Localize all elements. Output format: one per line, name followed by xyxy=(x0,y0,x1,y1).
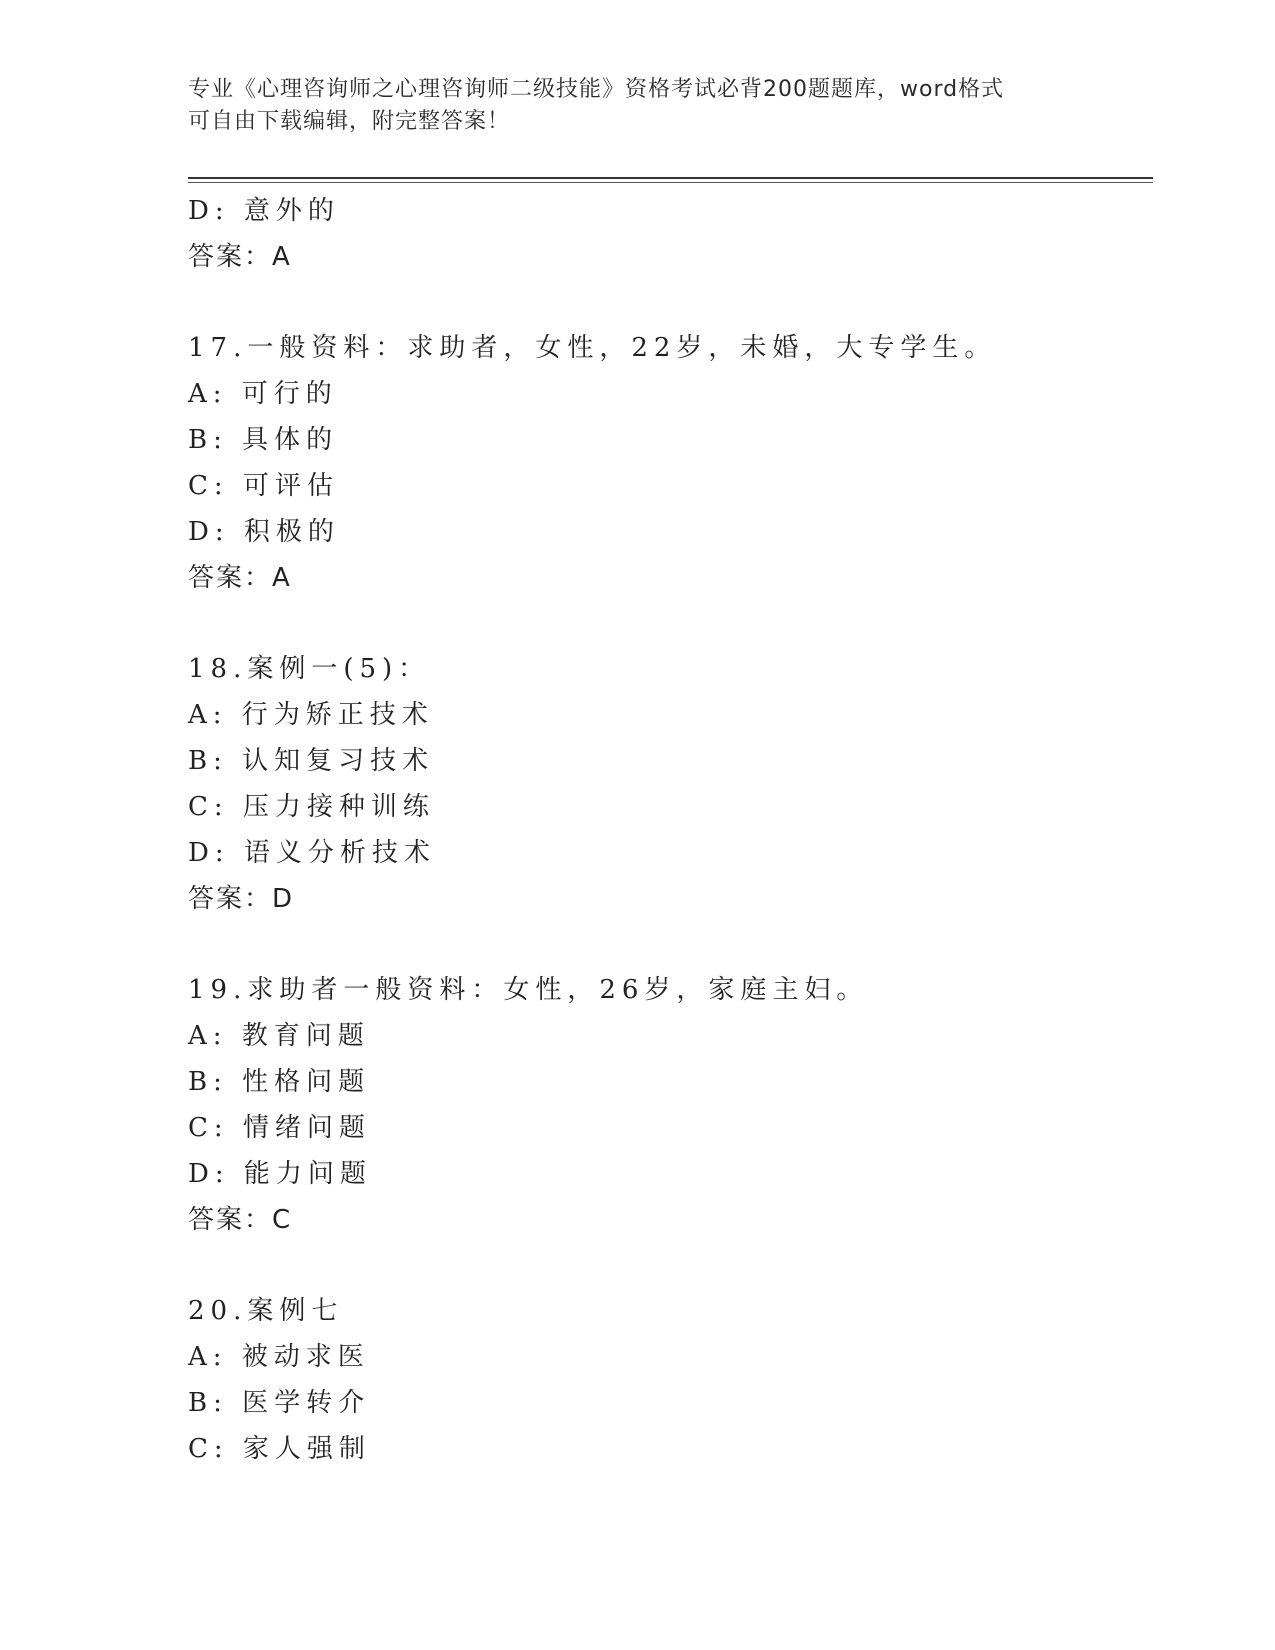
question-19-stem: 19.求助者一般资料：女性，26岁，家庭主妇。 xyxy=(188,975,869,1005)
question-18-answer: 答案：D xyxy=(188,884,295,914)
question-19-option-d: D: 能力问题 xyxy=(188,1159,372,1189)
spacer xyxy=(188,922,1153,967)
question-18-option-d: D: 语义分析技术 xyxy=(188,838,436,868)
document-header xyxy=(188,74,1088,138)
question-17-option-a: A: 可行的 xyxy=(188,379,338,409)
header-title-line1: 专业《心理咨询师之心理咨询师二级技能》资格考试必背200题题库，word格式 xyxy=(188,77,1005,102)
spacer xyxy=(188,601,1153,646)
question-19-option-a: A: 教育问题 xyxy=(188,1021,370,1051)
question-18-stem: 18.案例一(5)： xyxy=(188,654,431,684)
question-20-option-c: C: 家人强制 xyxy=(188,1434,371,1464)
question-19-answer: 答案：C xyxy=(188,1205,293,1235)
prev-question-option-d: D: 意外的 xyxy=(188,196,340,226)
question-17-option-c: C: 可评估 xyxy=(188,471,339,501)
prev-question-answer: 答案：A xyxy=(188,242,292,272)
header-divider-thick xyxy=(188,177,1153,179)
question-18-option-b: B: 认知复习技术 xyxy=(188,746,435,776)
header-title-line2: 可自由下载编辑，附完整答案！ xyxy=(188,109,511,134)
question-20-option-b: B: 医学转介 xyxy=(188,1388,371,1418)
question-19-option-c: C: 情绪问题 xyxy=(188,1113,371,1143)
question-20-option-a: A: 被动求医 xyxy=(188,1342,370,1372)
question-17-stem: 17.一般资料：求助者，女性，22岁，未婚，大专学生。 xyxy=(188,333,997,363)
question-17-answer: 答案：A xyxy=(188,563,292,593)
question-20-stem: 20.案例七 xyxy=(188,1296,344,1326)
question-18-option-a: A: 行为矫正技术 xyxy=(188,700,434,730)
question-18-option-c: C: 压力接种训练 xyxy=(188,792,435,822)
header-divider-thin xyxy=(188,182,1153,183)
question-17-option-d: D: 积极的 xyxy=(188,517,340,547)
question-19-option-b: B: 性格问题 xyxy=(188,1067,371,1097)
spacer xyxy=(188,280,1153,325)
spacer xyxy=(188,1243,1153,1288)
question-list xyxy=(188,188,1153,1472)
question-17-option-b: B: 具体的 xyxy=(188,425,339,455)
